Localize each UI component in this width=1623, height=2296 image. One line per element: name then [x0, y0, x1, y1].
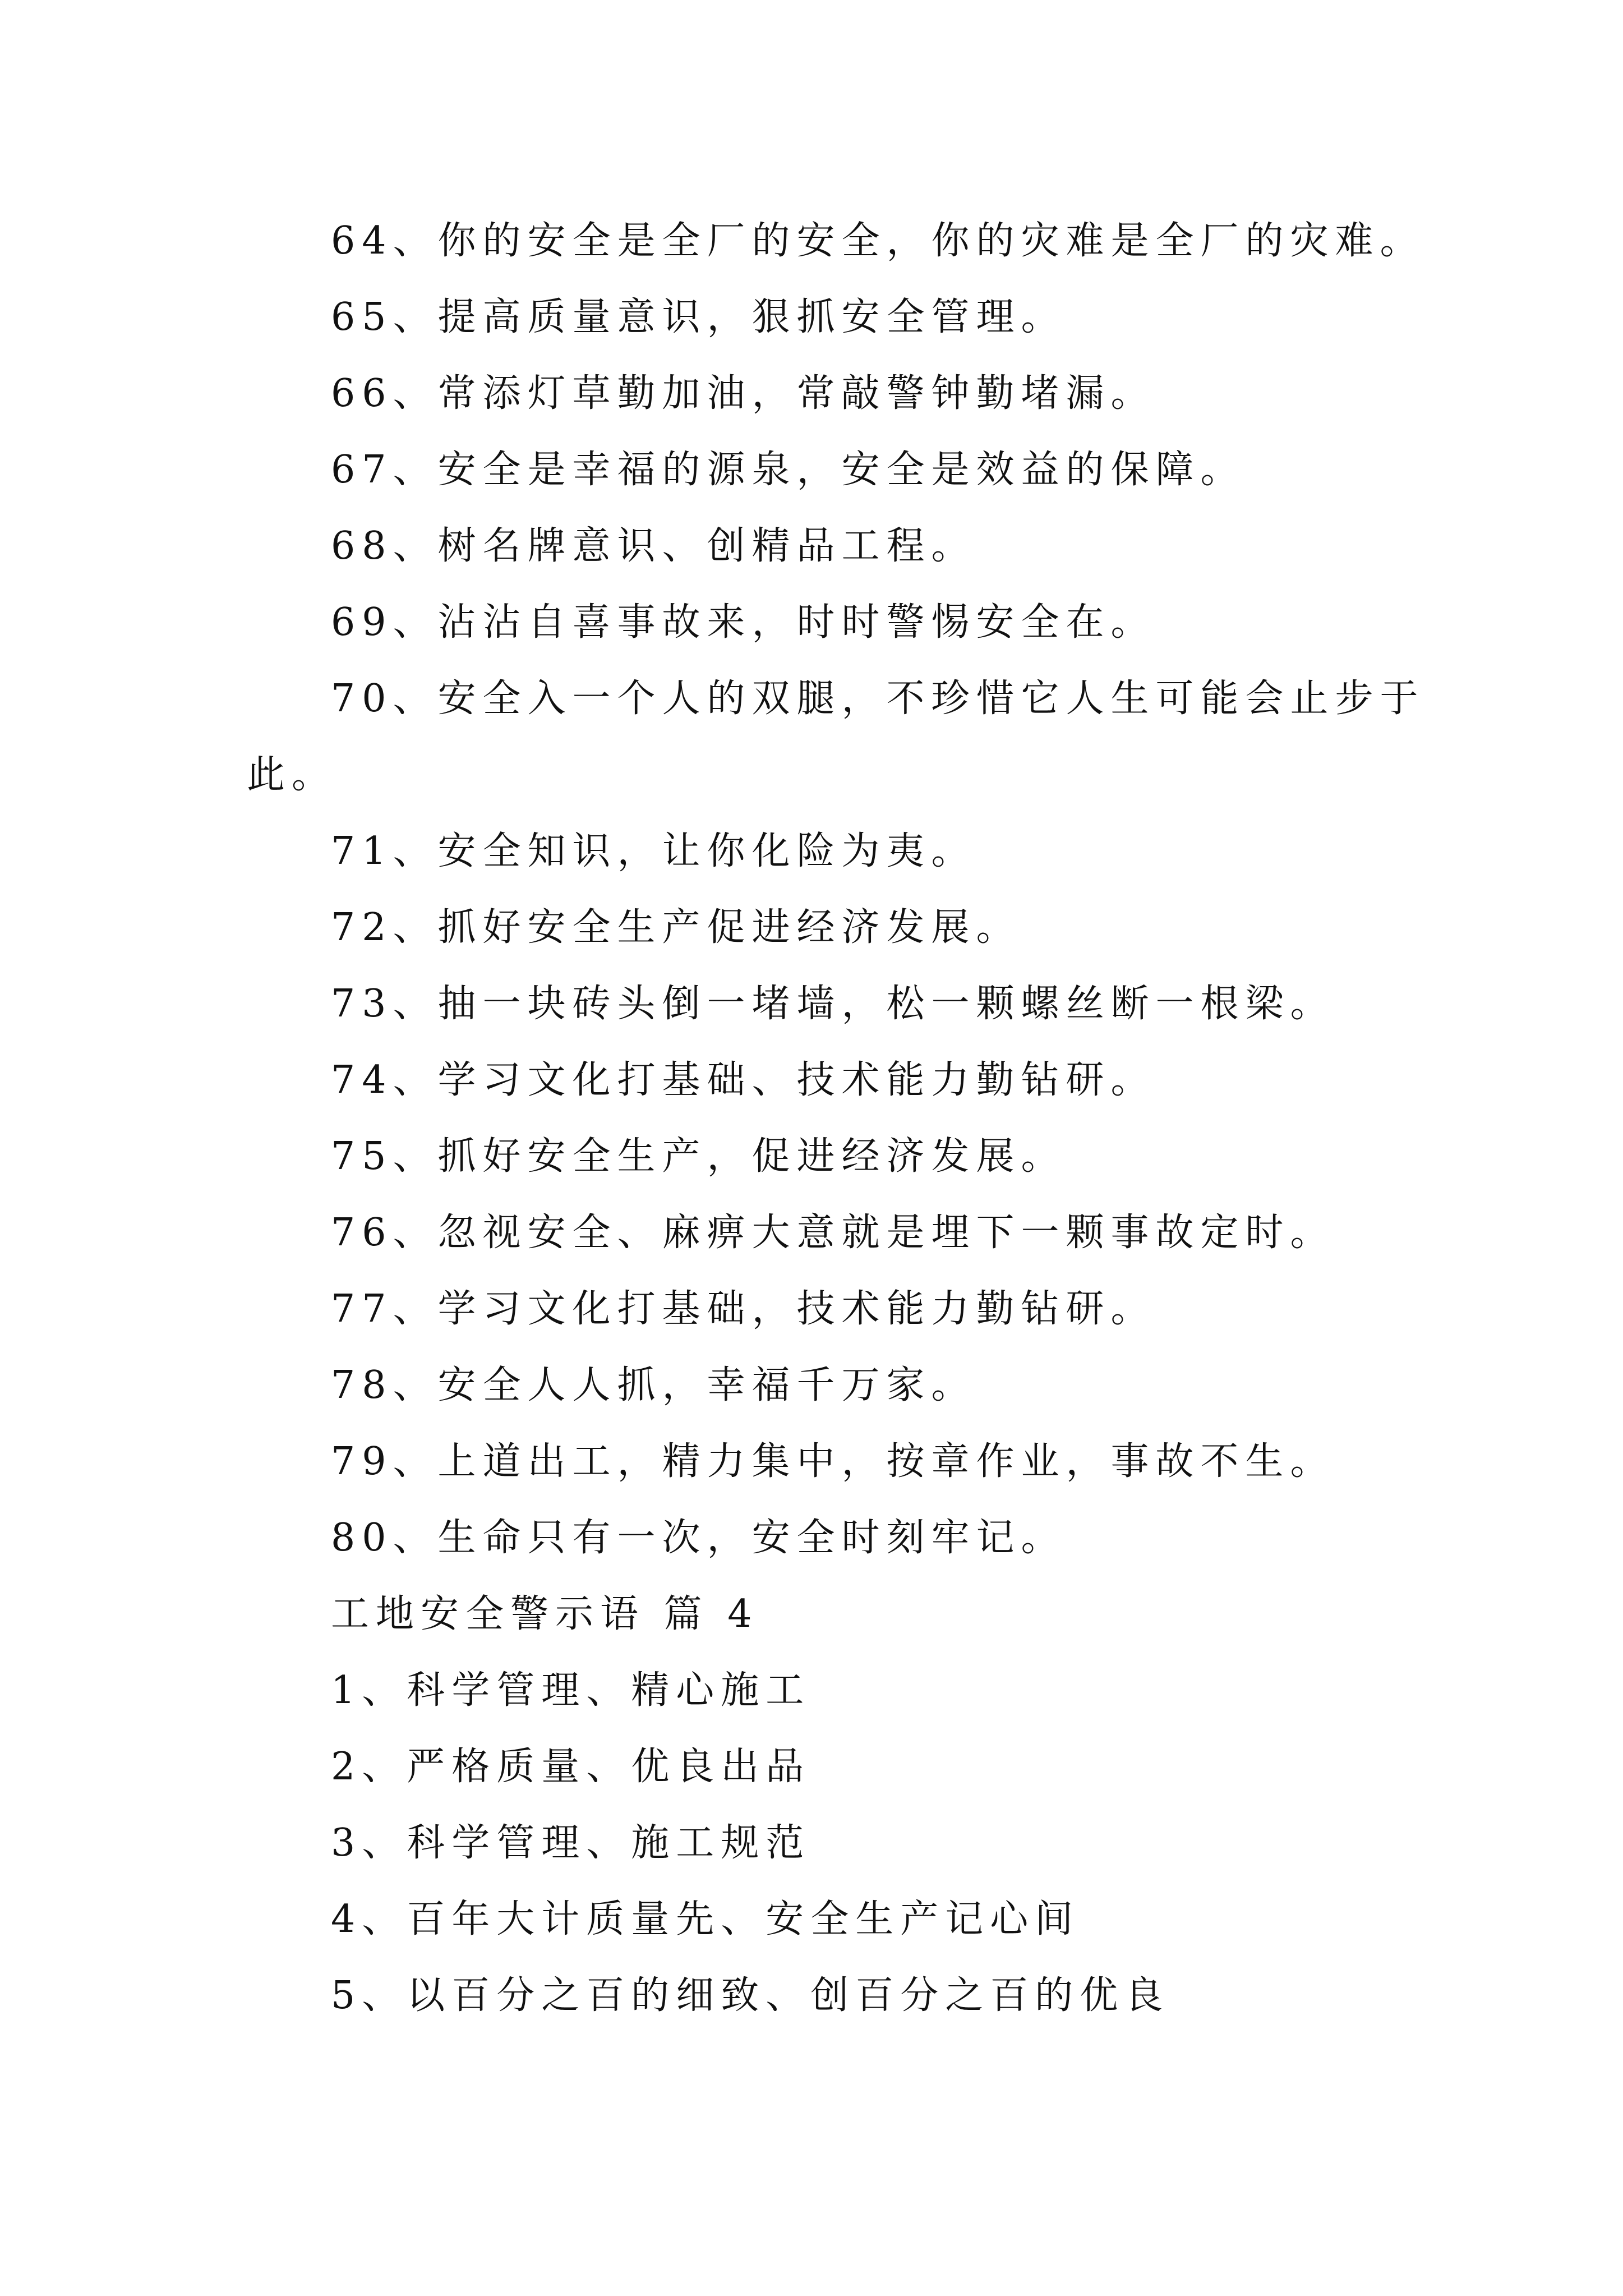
slogan-line-70: 70、安全入一个人的双腿，不珍惜它人生可能会止步于: [331, 677, 1425, 721]
slogan-line-71: 71、安全知识，让你化险为夷。: [331, 829, 976, 873]
slogan-line-67: 67、安全是幸福的源泉，安全是效益的保障。: [331, 448, 1246, 492]
slogan-line-79: 79、上道出工，精力集中，按章作业，事故不生。: [331, 1439, 1335, 1484]
slogan-line-72: 72、抓好安全生产促进经济发展。: [331, 905, 1021, 950]
slogan-line-4: 4、百年大计质量先、安全生产记心间: [331, 1897, 1080, 1941]
slogan-line-1: 1、科学管理、精心施工: [331, 1668, 811, 1713]
slogan-line-65: 65、提高质量意识，狠抓安全管理。: [331, 295, 1066, 339]
slogan-line-80: 80、生命只有一次，安全时刻牢记。: [331, 1516, 1066, 1560]
slogan-line-64: 64、你的安全是全厂的安全，你的灾难是全厂的灾难。: [331, 219, 1425, 263]
slogan-line-5: 5、以百分之百的细致、创百分之百的优良: [331, 1973, 1170, 2018]
slogan-line-76: 76、忽视安全、麻痹大意就是埋下一颗事故定时。: [331, 1211, 1335, 1255]
slogan-line-3: 3、科学管理、施工规范: [331, 1821, 811, 1865]
slogan-line-77: 77、学习文化打基础，技术能力勤钻研。: [331, 1287, 1156, 1331]
slogan-line-2: 2、严格质量、优良出品: [331, 1745, 811, 1789]
section-heading: 工地安全警示语 篇 4: [331, 1592, 759, 1636]
slogan-line-78: 78、安全人人抓，幸福千万家。: [331, 1363, 976, 1407]
slogan-line-66: 66、常添灯草勤加油，常敲警钟勤堵漏。: [331, 371, 1156, 416]
slogan-line-70-continued: 此。: [247, 753, 337, 797]
document-body: [247, 203, 1430, 2034]
slogan-line-68: 68、树名牌意识、创精品工程。: [331, 524, 976, 568]
slogan-line-69: 69、沾沾自喜事故来，时时警惕安全在。: [331, 600, 1156, 645]
slogan-line-73: 73、抽一块砖头倒一堵墙，松一颗螺丝断一根梁。: [331, 982, 1335, 1026]
slogan-line-75: 75、抓好安全生产，促进经济发展。: [331, 1134, 1066, 1179]
slogan-line-74: 74、学习文化打基础、技术能力勤钻研。: [331, 1058, 1156, 1102]
